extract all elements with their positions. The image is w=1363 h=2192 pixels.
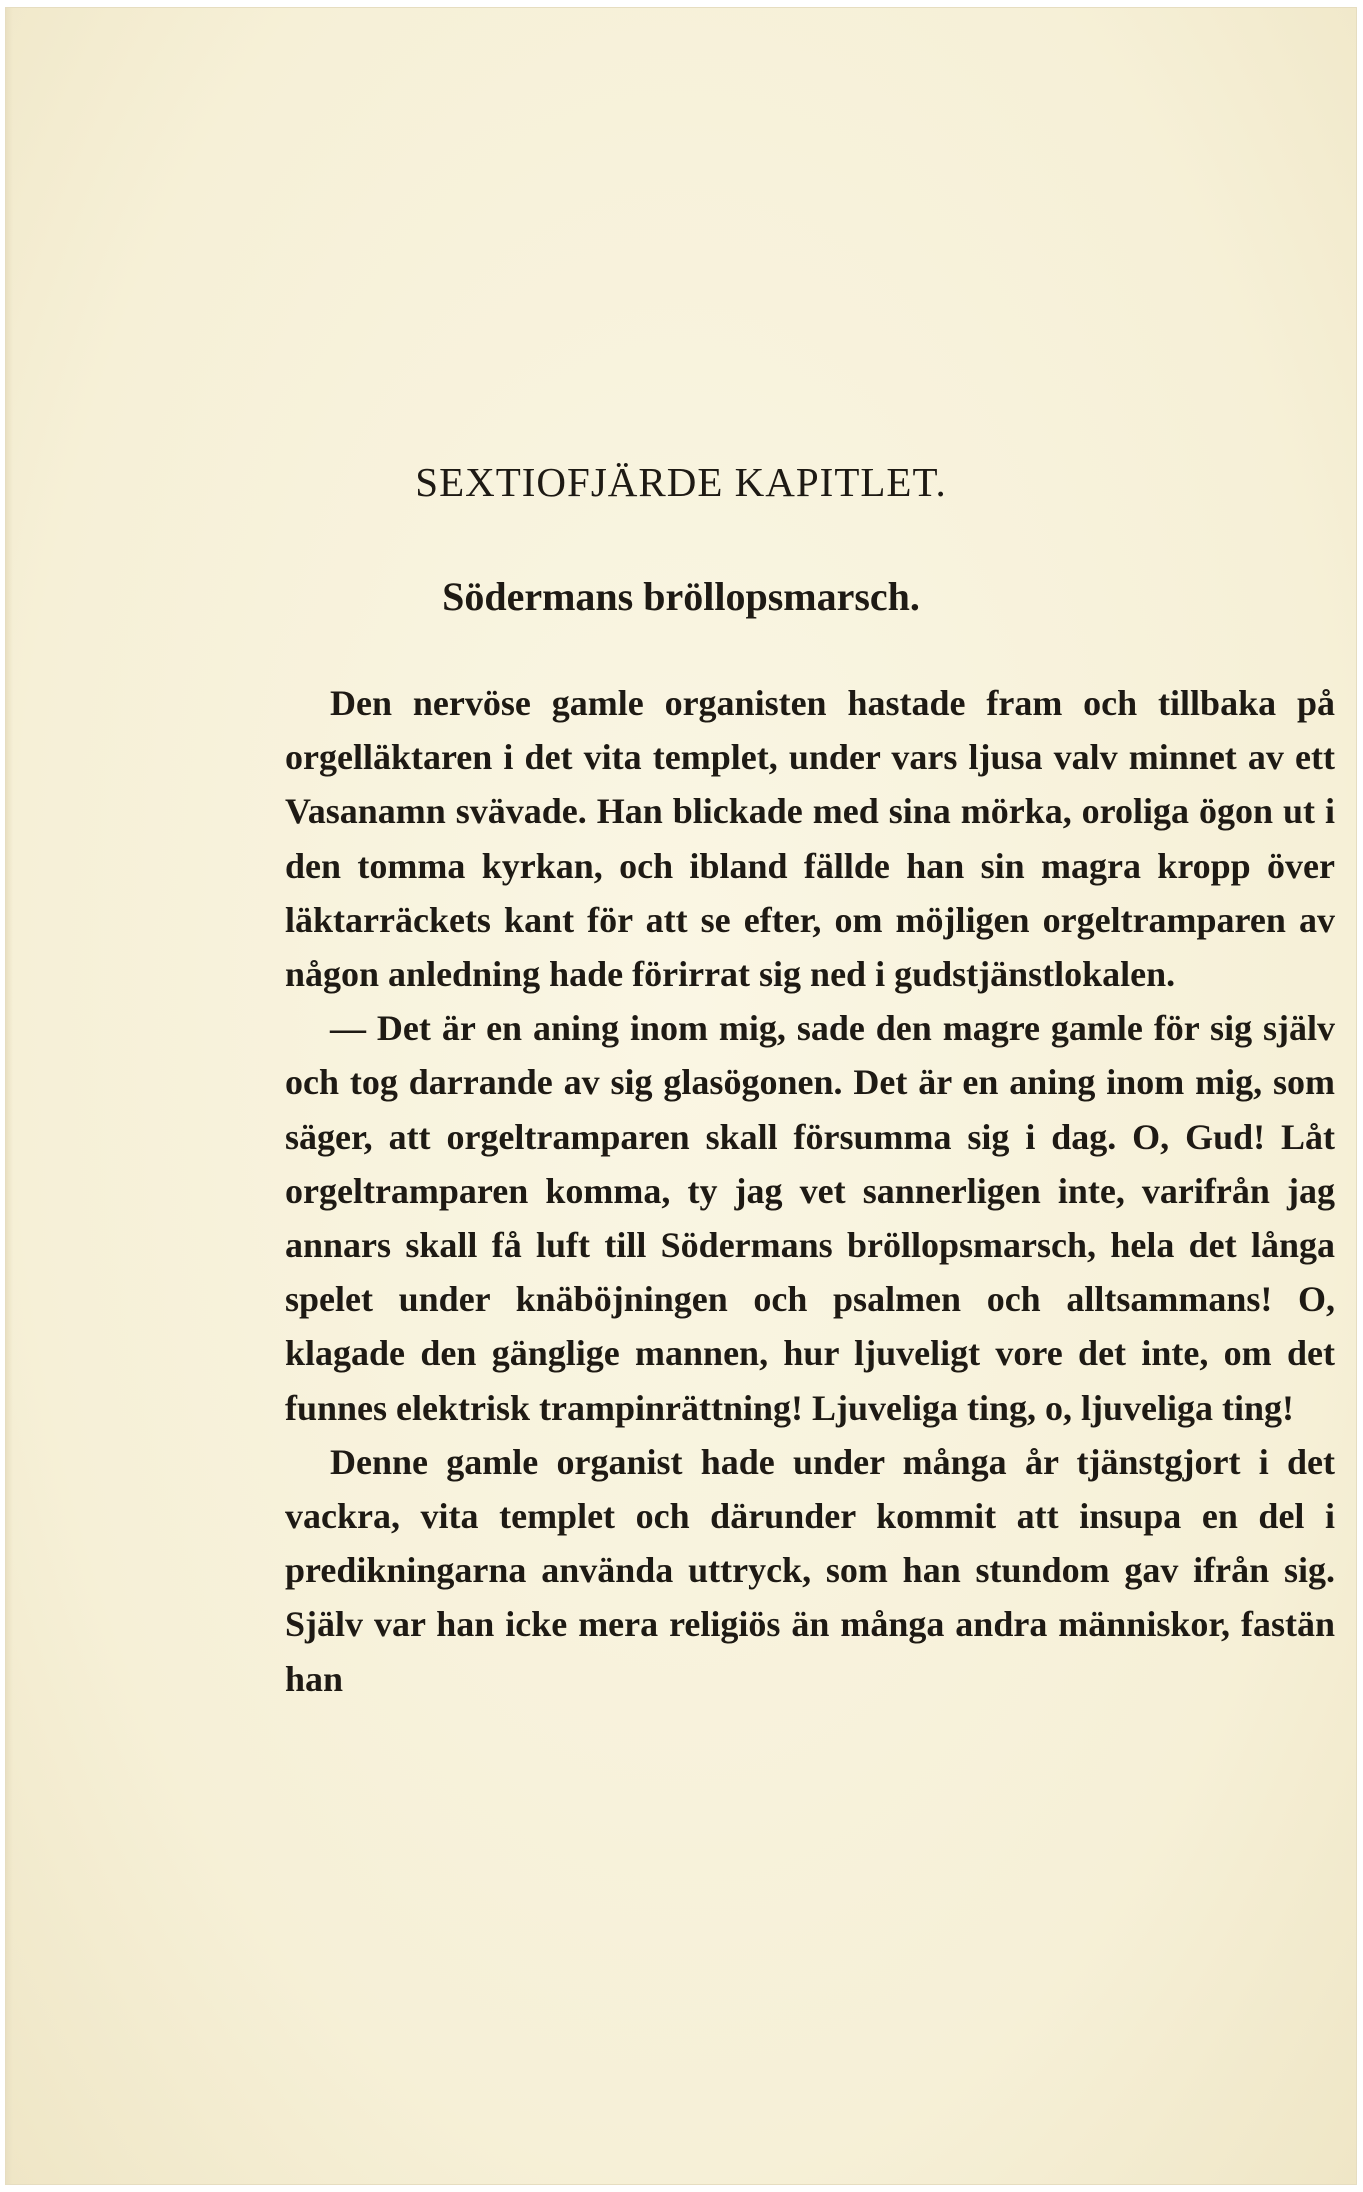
paragraph-1: Den nervöse gamle organisten hastade fram och tillbaka på orgelläktaren i det vita templet, under vars ljusa valv minnet av ett Vasanamn svävade. Han blickade med sina mörka, oroliga ögon ut i den tomma kyrkan, och ibland fällde han sin magra kropp över läktarräckets kant för att se efter, om möjligen orgeltramparen av någon anledning hade förirrat sig ned i gudstjänstlokalen. [285, 683, 1335, 995]
paragraph-3: Denne gamle organist hade under många år tjänstgjort i det vackra, vita templet och därunder kommit att insupa en del i predikningarna använda uttryck, som han stundom gav ifrån sig. Själv var han icke mera religiös än många andra människor, fastän han [285, 1441, 1335, 1699]
page-edge-shadow [6, 8, 13, 2184]
chapter-subtitle: Södermans bröllopsmarsch. [442, 574, 920, 619]
paragraph-2: — Det är en aning inom mig, sade den magre gamle för sig själv och tog darrande av sig glasögonen. Det är en aning inom mig, som säger, att orgeltramparen skall försumma sig i dag. O, Gud! Låt orgeltramparen komma, ty jag vet sannerligen inte, varifrån jag annars skall få luft till Södermans bröllopsmarsch, hela det långa spelet under knäböjningen och psalmen och alltsammans! O, klagade den gänglige mannen, hur ljuveligt vore det inte, om det funnes elektrisk trampinrättning! Ljuveliga ting, o, ljuveliga ting! [285, 1008, 1335, 1428]
book-page [6, 8, 1356, 2184]
chapter-body [285, 676, 1335, 1706]
chapter-heading: SEXTIOFJÄRDE KAPITLET. [415, 459, 947, 505]
